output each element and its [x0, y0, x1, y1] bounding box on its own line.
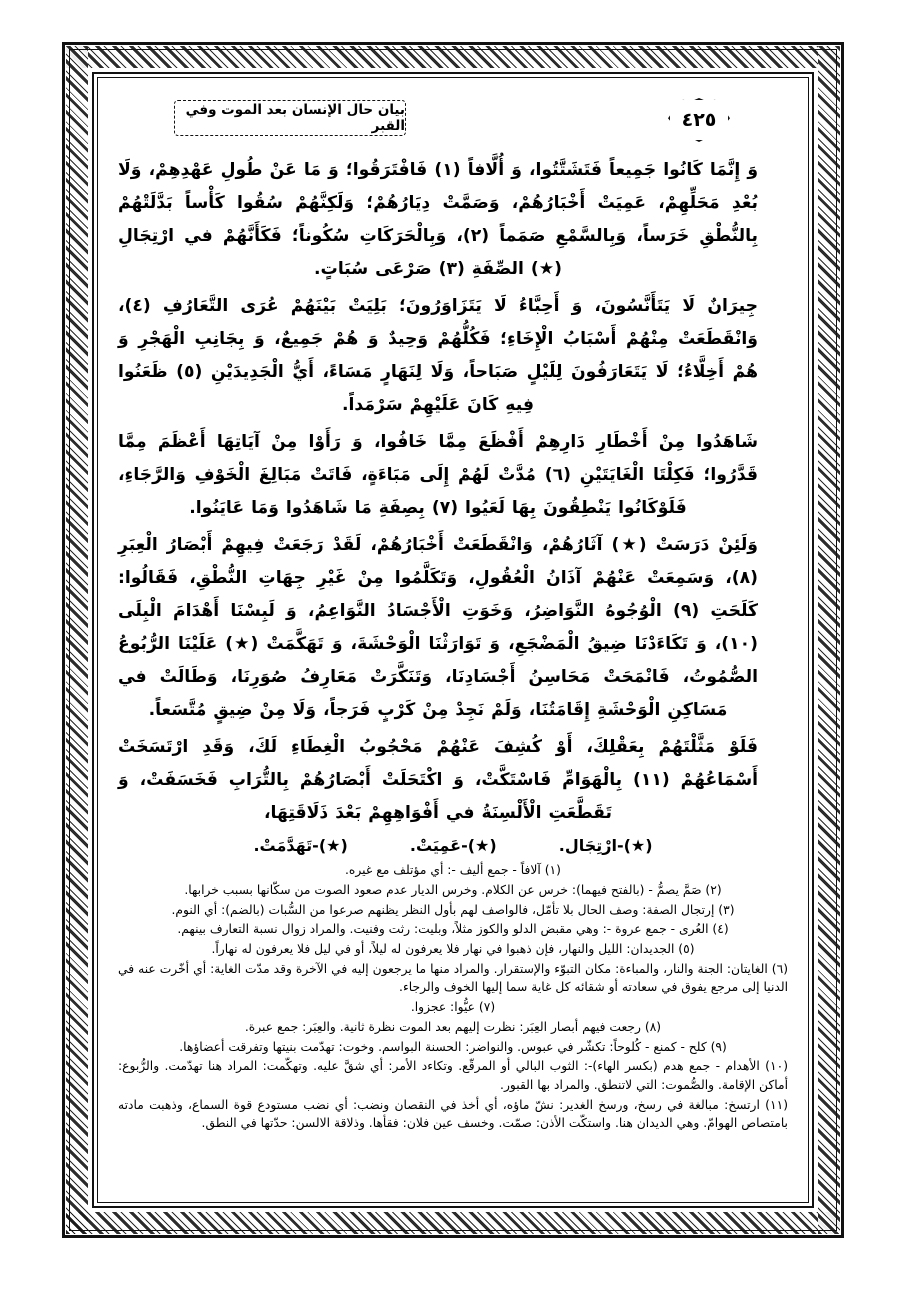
footnotes-section: [118, 861, 788, 1133]
footnote: (١٠) الأهدام - جمع هدم (بكسر الهاء)-: الثوب البالي أو المرقّع. وتكاءد الأمر: أي شقَّ عليه. وتهكّمت: المراد هنا تهدّمت. والرُّبوع: أماكن الإقامة. والصُّموت: التي لاتنطق. والمراد بها القبور.: [118, 1059, 788, 1092]
marker-line: [118, 836, 788, 855]
footnote: (١) آلافاً - جمع أليف -: أي مؤتلف مع غيره.: [345, 863, 561, 878]
marker-item: (★)-تَهَدَّمَتْ.: [253, 836, 348, 856]
footnote: (٩) كلح - كمنع - كُلوحاً: تكشّر في عبوس. والنواضر: الحسنة البواسم. وخوت: تهدّمت بنيتها وتفرقت أعضاؤها.: [179, 1039, 727, 1054]
page-number-badge: [668, 98, 730, 142]
footnote: (٦) الغايتان: الجنة والنار، والمباءة: مكان التبوّء والإستقرار. والمراد منها ما يرجعون إليه في الآخرة وقد مدّت الغاية: أي أخّرت عنه في الدنيا إلى مرجع يفوق في سعادته أو شقائه كل غاية سما إليها الخوف والرجاء.: [118, 961, 788, 995]
paragraph: شَاهَدُوا مِنْ أَخْطَارِ دَارِهِمْ أَفْظَعَ مِمَّا خَافُوا، وَ رَأَوْا مِنْ آيَاتِهَا أَعْظَمَ مِمَّا قَدَّرُوا؛ فَكِلْتَا الْغَايَتَيْنِ (٦) مُدَّتْ لَهُمْ إِلَى مَبَاءَةٍ، فَاتَتْ مَبَالِغَ الْخَوْفِ وَالرَّجَاءِ، فَلَوْكَانُوا يَنْطِقُونَ بِهَا لَعَيُوا (٧) بِصِفَةِ مَا شَاهَدُوا وَمَا عَايَنُوا.: [118, 432, 758, 519]
chapter-title: بيان حال الإنسان بعد الموت وفي القبر: [185, 102, 405, 134]
footnote: (٣) إرتجال الصفة: وصف الحال بلا تأمّل، فالواصف لهم بأول النظر يظنهم صرعوا من السُّبات (بالضم): أي النوم.: [171, 902, 735, 917]
marker-item: (★)-عَمِيَتْ.: [409, 836, 497, 856]
paragraph: وَ إِنَّمَا كَانُوا جَمِيعاً فَتَشَتَّتُوا، وَ أُلَّافاً (١) فَافْتَرَقُوا؛ وَ مَا عَنْ طُولِ عَهْدِهِمْ، وَلَا بُعْدِ مَحَلِّهِمْ، عَمِيَتْ أَخْبَارُهُمْ، وَصَمَّتْ دِيَارُهُمْ؛ وَلَكِنَّهُمْ سُقُوا كَأْساً بَدَّلَتْهُمْ بِالنُّطْقِ خَرَساً، وَبِالسَّمْعِ صَمَماً (٢)، وَبِالْحَرَكَاتِ سُكُوناً؛ فَكَأَنَّهُمْ في ارْتِجَالِ (★) الصِّفَةِ (٣) صَرْعَى سُبَاتٍ.: [118, 160, 758, 280]
footnote: (١١) ارتسخ: مبالغة في رسخ، ورسخ الغدير: نشّ ماؤه، أي أخذ في النقصان ونضب: أي نضب مستودع قوة السماع، وذهبت مادته بامتصاص الهوامّ. وهي الديدان هنا. واستكّت الأذن: صمّت. وخسف عين فلان: فقأها. وذلاقة الالسن: حدّتها في النطق.: [118, 1097, 788, 1131]
paragraph: وَلَئِنْ دَرَسَتْ (★) آثَارُهُمْ، وَانْقَطَعَتْ أَخْبَارُهُمْ، لَقَدْ رَجَعَتْ فِيهِمْ أَبْصَارُ الْعِبَرِ (٨)، وَسَمِعَتْ عَنْهُمْ آذَانُ الْعُقُولِ، وَتَكَلَّمُوا مِنْ غَيْرِ جِهَاتِ النُّطْقِ، فَقَالُوا: كَلَحَتِ (٩) الْوُجُوهُ النَّوَاضِرُ، وَخَوَتِ الْأَجْسَادُ النَّوَاعِمُ، وَ لَبِسْنَا أَهْدَامَ الْبِلَى (١٠)، وَ تَكَاءَدْنَا ضِيقُ الْمَضْجَعِ، وَ تَوَارَثْنَا الْوَحْشَةَ، وَ تَهَكَّمَتْ (★) عَلَيْنَا الرُّبُوعُ الصُّمُوتُ، فَانْمَحَتْ مَحَاسِنُ أَجْسَادِنَا، وَتَنَكَّرَتْ مَعَارِفُ صُوَرِنَا، وَطَالَتْ في مَسَاكِنِ الْوَحْشَةِ إِقَامَتُنَا، وَلَمْ نَجِدْ مِنْ كَرْبٍ فَرَجاً، وَلَا مِنْ ضِيقٍ مُتَّسَعاً.: [118, 535, 758, 721]
footnote: (٨) رجعت فيهم أبصار العِبَر: نظرت إليهم بعد الموت نظرة ثانية. والعِبَر: جمع عبرة.: [244, 1019, 662, 1034]
page-content: [104, 86, 802, 1196]
page-header: [118, 92, 788, 154]
footnote: (٧) عيُّوا: عجزوا.: [410, 1000, 496, 1015]
marker-item: (★)-ارْتِجَال.: [558, 836, 653, 856]
paragraph: جِيرَانٌ لَا يَتَأَنَّسُونَ، وَ أَحِبَّاءُ لَا يَتَزَاوَرُونَ؛ بَلِيَتْ بَيْنَهُمْ عُرَى التَّعَارُفِ (٤)، وَانْقَطَعَتْ مِنْهُمْ أَسْبَابُ الْإِخَاءِ؛ فَكُلُّهُمْ وَحِيدٌ وَ هُمْ جَمِيعٌ، وَ بِجَانِبِ الْهَجْرِ وَ هُمْ أَخِلَّاءُ؛ لَا يَتَعَارَفُونَ لِلَيْلٍ صَبَاحاً، وَلَا لِنَهَارٍ مَسَاءً، أَيُّ الْجَدِيدَيْنِ (٥) ظَعَنُوا فِيهِ كَانَ عَلَيْهِمْ سَرْمَداً.: [118, 296, 758, 416]
footnote: (٢) صَمَّ يصمُّ - (بالفتح فيهما): خرس عن الكلام. وخرس الديار عدم صعود الصوت من سكّانها بسبب خرابها.: [184, 883, 722, 897]
page-number: ٤٢٥: [681, 109, 717, 131]
chapter-title-box: [174, 100, 406, 136]
body-text: [118, 154, 788, 830]
footnote: (٥) الجديدان: الليل والنهار، فإن ذهبوا في نهار فلا يعرفون له ليلاً، أو في ليل فلا يعرفون له نهاراً.: [211, 942, 695, 957]
paragraph: فَلَوْ مَثَّلْتَهُمْ بِعَقْلِكَ، أَوْ كُشِفَ عَنْهُمْ مَحْجُوبُ الْغِطَاءِ لَكَ، وَقَدِ ارْتَسَخَتْ أَسْمَاعُهُمْ (١١) بِالْهَوَامِّ فَاسْتَكَّتْ، وَ اكْتَحَلَتْ أَبْصَارُهُمْ بِالتُّرَابِ فَخَسَفَتْ، وَ تَقَطَّعَتِ الْأَلْسِنَةُ في أَفْوَاهِهِمْ بَعْدَ ذَلَاقَتِهَا،: [118, 737, 758, 824]
footnote: (٤) العُرى - جمع عروة -: وهي مقبض الدلو والكوز مثلاً، وبليت: رثت وفنيت. والمراد زوال نسبة التعارف بينهم.: [177, 922, 729, 937]
